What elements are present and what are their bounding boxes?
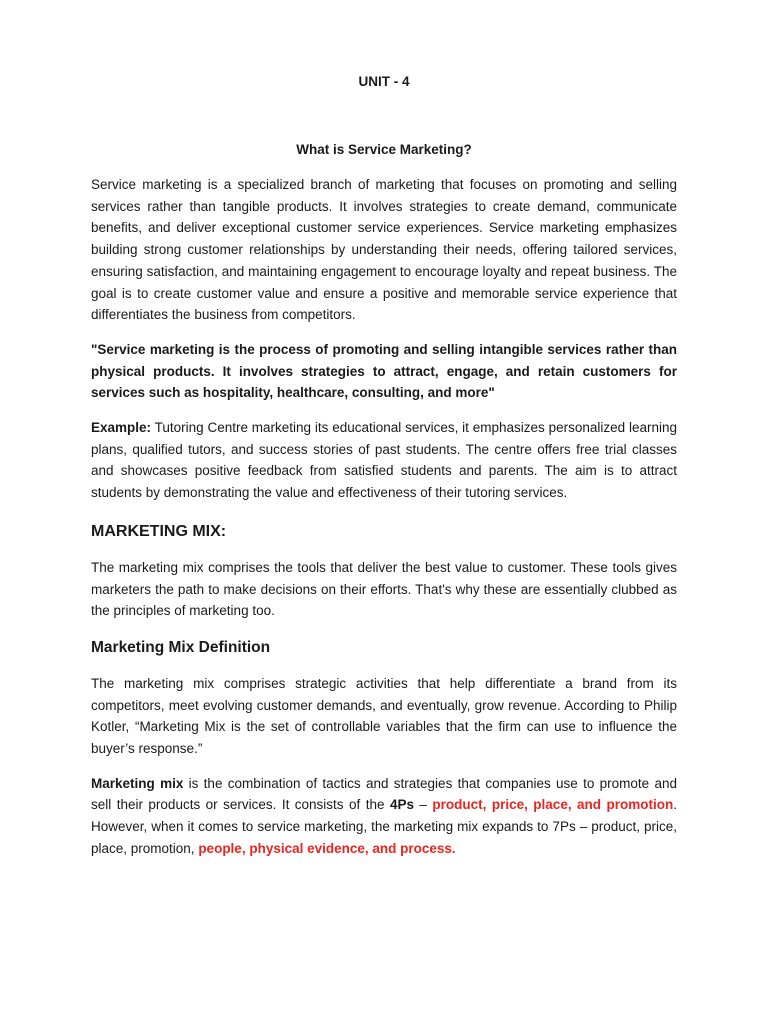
marketing-mix-term: Marketing mix [91, 775, 184, 791]
four-ps-list: product, price, place, and promotion [432, 797, 674, 813]
example-text: Tutoring Centre marketing its educational services, it emphasizes personalized learning plans, qualified tutors, and success stories of past students. The centre offers free trial classes and showcases positive feedback from satisfied students and parents. The aim is to attract students by demonstrating the value and effectiveness of their tutoring services. [91, 420, 677, 501]
marketing-mix-paragraph: The marketing mix comprises the tools that deliver the best value to customer. These tools gives marketers the path to make decisions on their efforts. That's why these are essentially clubbed as the principles of marketing too. [91, 559, 677, 619]
final-text-2: . However, when it comes to service marketing, the marketing mix expands to 7Ps – product, price, place, promotion, [91, 797, 677, 856]
example-label: Example: [91, 420, 152, 436]
question-title: What is Service Marketing? [296, 142, 472, 157]
marketing-mix-heading: MARKETING MIX: [91, 522, 227, 540]
unit-title: UNIT - 4 [358, 74, 410, 89]
definition-paragraph: The marketing mix comprises strategic activities that help differentiate a brand from its competitors, meet evolving customer demands, and eventually, grow revenue. According to Philip Kotler, “Marketing Mix is the set of controllable variables that the firm can use to influence the buyer’s response.” [91, 675, 677, 757]
intro-paragraph: Service marketing is a specialized branch of marketing that focuses on promoting and selling services rather than tangible products. It involves strategies to create demand, communicate benefits, and deliver exceptional customer service experiences. Service marketing emphasizes building strong customer relationships by understanding their needs, offering tailored services, ensuring satisfaction, and maintaining engagement to encourage loyalty and repeat business. The goal is to create customer value and ensure a positive and memorable service experience that differentiates the business from competitors. [91, 177, 677, 323]
seven-ps-extra: people, physical evidence, and process. [198, 840, 456, 856]
final-dash: – [413, 797, 433, 813]
example-paragraph [91, 417, 677, 504]
definition-heading: Marketing Mix Definition [91, 638, 271, 656]
four-ps-label: 4Ps [389, 797, 414, 813]
document-body [91, 174, 677, 860]
final-text-1: is the combination of tactics and strategies that companies use to promote and sell their products or services. It consists of the [91, 775, 677, 813]
definition-quote: "Service marketing is the process of promoting and selling intangible services rather than physical products. It involves strategies to attract, engage, and retain customers for services such as hospitality, healthcare, consulting, and more" [91, 341, 677, 401]
final-paragraph [91, 773, 677, 860]
